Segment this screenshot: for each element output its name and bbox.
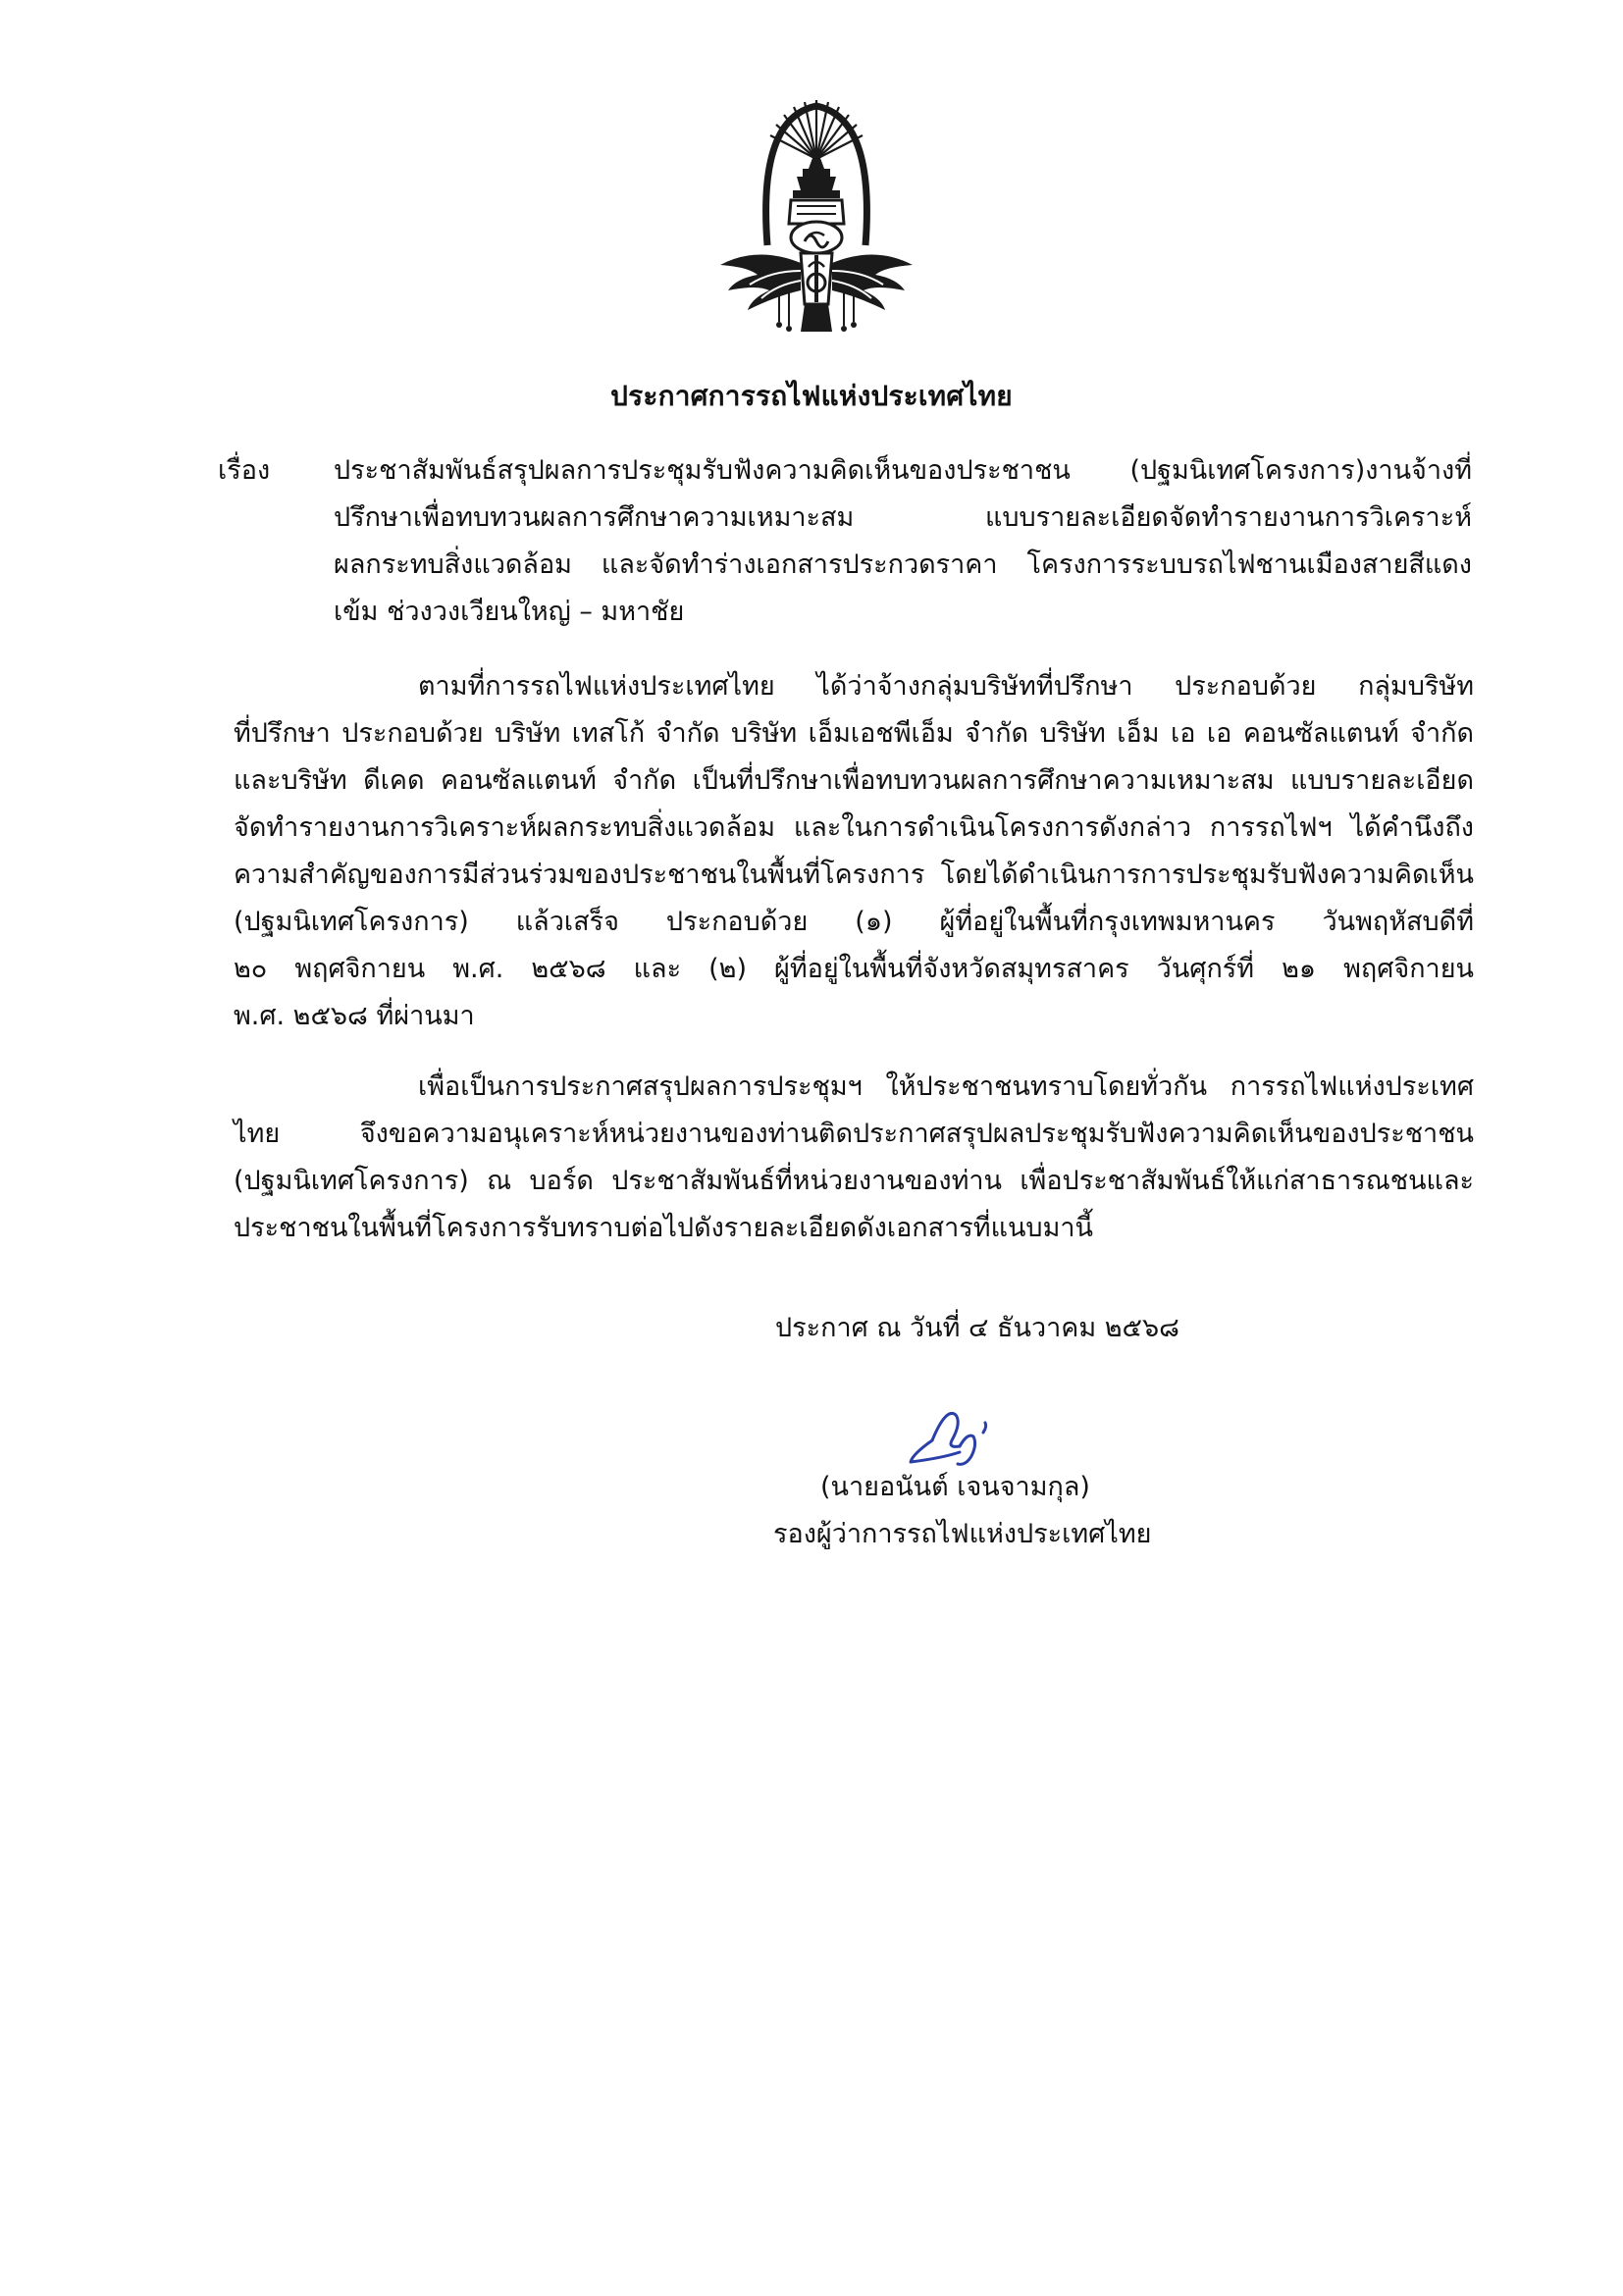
announcement-date: ประกาศ ณ วันที่ ๔ ธันวาคม ๒๕๖๘ xyxy=(775,1313,1179,1343)
paragraph-line: (ปฐมนิเทศโครงการ) แล้วเสร็จ ประกอบด้วย (๑) ผู้ที่อยู่ในพื้นที่กรุงเทพมหานคร วันพฤหัสบดีที่ xyxy=(234,907,1474,937)
body-paragraph-1 xyxy=(234,663,1474,1040)
paragraph-line: พ.ศ. ๒๕๖๘ ที่ผ่านมา xyxy=(234,1001,475,1031)
body-paragraph-2 xyxy=(234,1064,1474,1252)
subject-line: ผลกระทบสิ่งแวดล้อม และจัดทำร่างเอกสารประกวดราคา โครงการระบบรถไฟชานเมืองสายสีแดง xyxy=(334,549,1472,580)
signer-title: รองผู้ว่าการรถไฟแห่งประเทศไทย xyxy=(773,1519,1152,1549)
paragraph-line: จัดทำรายงานการวิเคราะห์ผลกระทบสิ่งแวดล้อม และในการดำเนินโครงการดังกล่าว การรถไฟฯ ได้คำนึงถึง xyxy=(234,812,1474,843)
subject-section xyxy=(218,447,1474,636)
subject-line: ประชาสัมพันธ์สรุปผลการประชุมรับฟังความคิดเห็นของประชาชน (ปฐมนิเทศโครงการ)งานจ้างที่ xyxy=(334,455,1472,486)
subject-line: ปรึกษาเพื่อทบทวนผลการศึกษาความเหมาะสม แบบรายละเอียดจัดทำรายงานการวิเคราะห์ xyxy=(334,502,1472,533)
paragraph-line: ไทย จึงขอความอนุเคราะห์หน่วยงานของท่านติดประกาศสรุปผลประชุมรับฟังความคิดเห็นของประชาชน xyxy=(234,1119,1474,1149)
paragraph-line: เพื่อเป็นการประกาศสรุปผลการประชุมฯ ให้ประชาชนทราบโดยทั่วกัน การรถไฟแห่งประเทศ xyxy=(418,1071,1474,1102)
subject-label: เรื่อง xyxy=(218,455,271,486)
handwritten-signature xyxy=(903,1393,1060,1472)
paragraph-line: ๒๐ พฤศจิกายน พ.ศ. ๒๕๖๘ และ (๒) ผู้ที่อยู่ในพื้นที่จังหวัดสมุทรสาคร วันศุกร์ที่ ๒๑ พฤศจิกายน xyxy=(234,954,1474,984)
paragraph-line: ประชาชนในพื้นที่โครงการรับทราบต่อไปดังรายละเอียดดังเอกสารที่แนบมานี้ xyxy=(234,1213,1093,1243)
subject-text xyxy=(334,447,1472,636)
paragraph-line: (ปฐมนิเทศโครงการ) ณ บอร์ด ประชาสัมพันธ์ที่หน่วยงานของท่าน เพื่อประชาสัมพันธ์ให้แก่สาธารณชนและ xyxy=(234,1166,1474,1196)
paragraph-line: ความสำคัญของการมีส่วนร่วมของประชาชนในพื้นที่โครงการ โดยได้ดำเนินการการประชุมรับฟังความคิดเห็น xyxy=(234,860,1474,890)
signer-name: (นายอนันต์ เจนจามกุล) xyxy=(820,1472,1090,1502)
srt-emblem-icon xyxy=(718,98,915,339)
announcement-title: ประกาศการรถไฟแห่งประเทศไทย xyxy=(610,380,1013,412)
paragraph-line: ที่ปรึกษา ประกอบด้วย บริษัท เทสโก้ จำกัด บริษัท เอ็มเอชพีเอ็ม จำกัด บริษัท เอ็ม เอ เอ คอนซัลแตนท์ จำกัด xyxy=(234,718,1474,749)
paragraph-line: ตามที่การรถไฟแห่งประเทศไทย ได้ว่าจ้างกลุ่มบริษัทที่ปรึกษา ประกอบด้วย กลุ่มบริษัท xyxy=(418,671,1474,702)
subject-line: เข้ม ช่วงวงเวียนใหญ่ – มหาชัย xyxy=(334,597,685,627)
paragraph-line: และบริษัท ดีเคด คอนซัลแตนท์ จำกัด เป็นที่ปรึกษาเพื่อทบทวนผลการศึกษาความเหมาะสม แบบรายละเอียด xyxy=(234,765,1474,796)
